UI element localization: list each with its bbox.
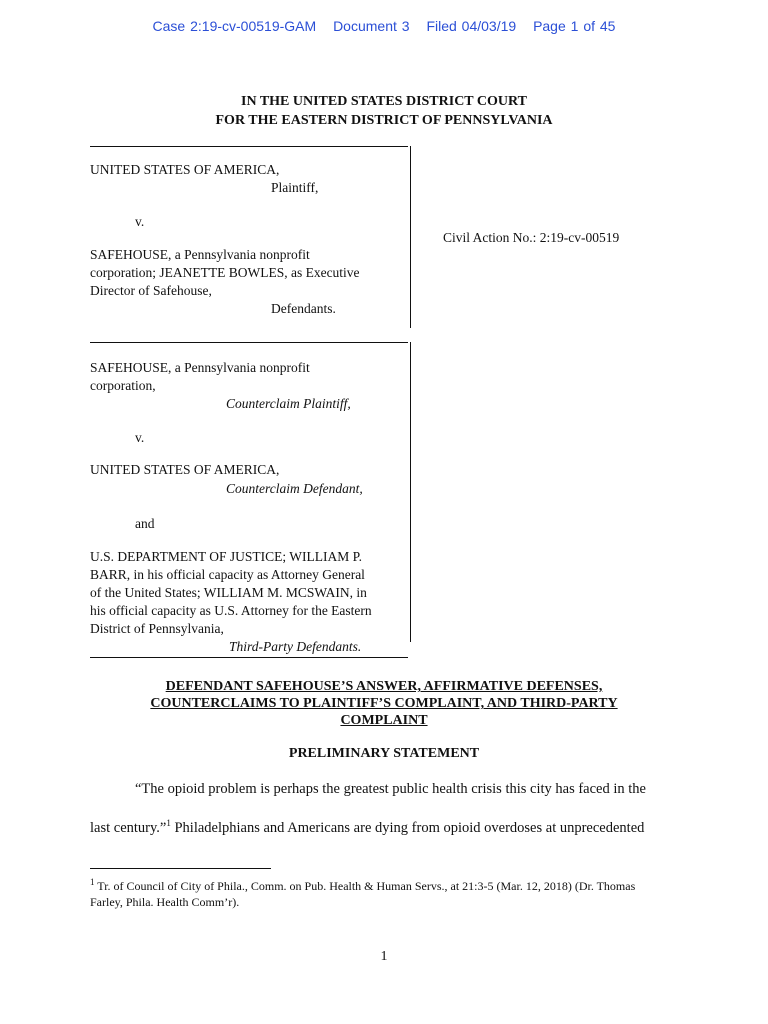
- defendant-line1: SAFEHOUSE, a Pennsylvania nonprofit: [90, 247, 310, 262]
- footnote-marker: 1: [90, 877, 95, 887]
- case-number: Case 2:19-cv-00519-GAM: [152, 18, 317, 34]
- court-name-line2: FOR THE EASTERN DISTRICT OF PENNSYLVANIA: [215, 113, 553, 128]
- footnote-1: [90, 874, 690, 910]
- third-party-line3: of the United States; WILLIAM M. MCSWAIN, in: [90, 585, 367, 600]
- third-party-line4: his official capacity as U.S. Attorney for the Eastern: [90, 603, 372, 618]
- third-party-line1: U.S. DEPARTMENT OF JUSTICE; WILLIAM P.: [90, 549, 362, 564]
- versus-2: v.: [135, 430, 145, 445]
- defendant-line2: corporation; JEANETTE BOWLES, as Executive: [90, 265, 360, 280]
- document-title-line3: COMPLAINT: [340, 713, 428, 728]
- footnote-line1: Tr. of Council of City of Phila., Comm. on Pub. Health & Human Servs., at 21:3-5 (Mar. 12, 2018) (Dr. Thomas: [94, 879, 636, 893]
- footnote-line2: Farley, Phila. Health Comm’r).: [90, 895, 240, 909]
- caption-rule-middle: [90, 342, 408, 343]
- third-party-role: Third-Party Defendants.: [229, 639, 362, 654]
- caption-rule-top: [90, 146, 408, 147]
- plaintiff-name: UNITED STATES OF AMERICA,: [90, 162, 280, 177]
- civil-action-number: Civil Action No.: 2:19-cv-00519: [443, 230, 620, 245]
- cc-plaintiff-line1: SAFEHOUSE, a Pennsylvania nonprofit: [90, 360, 310, 375]
- document-number: Document 3: [333, 18, 410, 34]
- page-count: Page 1 of 45: [533, 18, 616, 34]
- document-title-line1: DEFENDANT SAFEHOUSE’S ANSWER, AFFIRMATIVE DEFENSES,: [165, 679, 603, 694]
- footnote-reference[interactable]: 1: [166, 818, 171, 828]
- cc-defendant-role: Counterclaim Defendant,: [226, 481, 363, 496]
- caption-rule-vertical-2: [410, 342, 411, 642]
- defendant-role: Defendants.: [271, 301, 336, 316]
- body-line-2-start: last century.”: [90, 819, 167, 836]
- plaintiff-role: Plaintiff,: [271, 180, 319, 195]
- footnote-separator: [90, 868, 271, 869]
- third-party-line5: District of Pennsylvania,: [90, 621, 224, 636]
- caption-rule-vertical-1: [410, 146, 411, 328]
- body-line-1: “The opioid problem is perhaps the greatest public health crisis this city has faced in the: [135, 781, 646, 797]
- caption-rule-bottom: [90, 657, 408, 658]
- page-number: 1: [380, 949, 388, 964]
- cc-defendant-name: UNITED STATES OF AMERICA,: [90, 462, 280, 477]
- body-line-2-end: Philadelphians and Americans are dying from opioid overdoses at unprecedented: [170, 819, 645, 836]
- cc-plaintiff-role: Counterclaim Plaintiff,: [226, 396, 351, 411]
- ecf-header: [0, 18, 768, 34]
- section-heading: PRELIMINARY STATEMENT: [288, 746, 480, 761]
- filed-date: Filed 04/03/19: [426, 18, 517, 34]
- defendant-line3: Director of Safehouse,: [90, 283, 212, 298]
- cc-plaintiff-line2: corporation,: [90, 378, 156, 393]
- third-party-line2: BARR, in his official capacity as Attorney General: [90, 567, 365, 582]
- court-name-line1: IN THE UNITED STATES DISTRICT COURT: [241, 94, 527, 109]
- and-connector: and: [135, 516, 155, 531]
- document-title-line2: COUNTERCLAIMS TO PLAINTIFF’S COMPLAINT, AND THIRD-PARTY: [150, 696, 618, 711]
- versus-1: v.: [135, 214, 145, 229]
- body-line-2: [90, 818, 680, 837]
